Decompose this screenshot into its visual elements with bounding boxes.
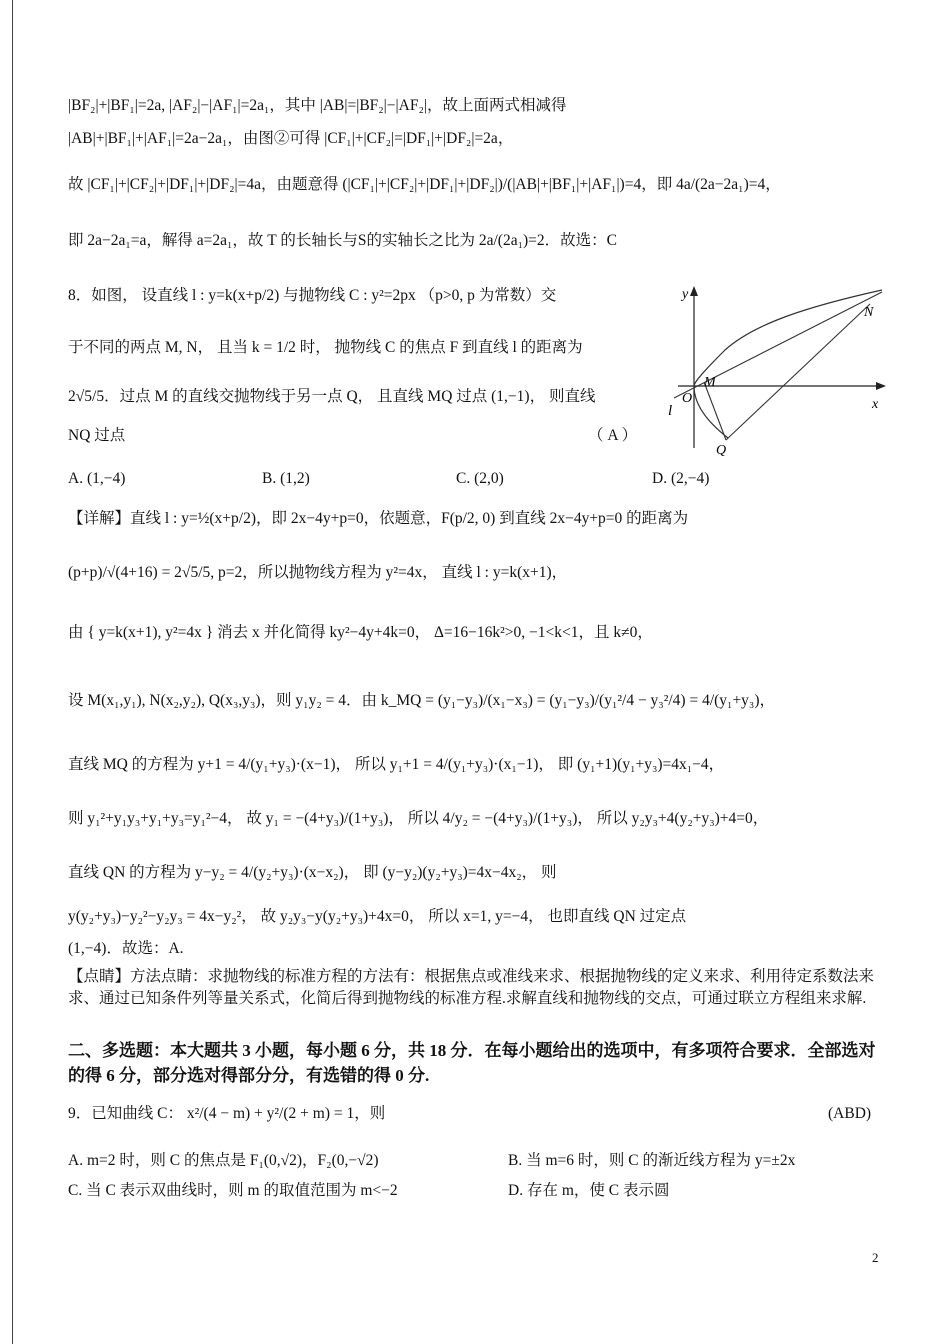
- text-line: 故 |CF₁|+|CF₂|+|DF₁|+|DF₂|=4a，由题意得 (|CF₁|+|CF₂|+|DF₁|+|DF₂|)/(|AB|+|BF₁|+|AF₁|)=4，即 4a/(2a−2a₁)=4，: [68, 176, 781, 193]
- origin-label: O: [682, 391, 693, 406]
- line-MQ: [704, 382, 726, 440]
- text-line: 【详解】直线 l : y=½(x+p/2)，即 2x−4y+p=0，依题意，F(p/2, 0) 到直线 2x−4y+p=0 的距离为: [68, 510, 689, 527]
- option-b: B. 当 m=6 时，则 C 的渐近线方程为 y=±2x: [508, 1152, 796, 1169]
- text-line: 即 2a−2a₁=a，解得 a=2a₁，故 T 的长轴长与S的实轴长之比为 2a/(2a₁)=2．故选：C: [68, 232, 617, 249]
- point-N-label: N: [864, 305, 874, 320]
- line-NQ: [726, 304, 870, 440]
- option-d: D. 存在 m，使 C 表示圆: [508, 1182, 670, 1199]
- text-line: 由 { y=k(x+1), y²=4x } 消去 x 并化简得 ky²−4y+4k=0， Δ=16−16k²>0, −1<k<1，且 k≠0，: [68, 624, 653, 641]
- x-axis-label: x: [872, 397, 879, 412]
- x-axis-arrow: [876, 382, 886, 390]
- answer-key: （ A ）: [588, 427, 638, 444]
- text-line: 直线 QN 的方程为 y−y₂ = 4/(y₂+y₃)·(x−x₂)， 即 (y−y₂)(y₂+y₃)=4x−4x₂， 则: [68, 864, 557, 881]
- y-axis-arrow: [690, 286, 698, 296]
- page-number: 2: [872, 1250, 879, 1265]
- text-line: 直线 MQ 的方程为 y+1 = 4/(y₁+y₃)·(x−1)， 所以 y₁+1 = 4/(y₁+y₃)·(x₁−1)， 即 (y₁+1)(y₁+y₃)=4x₁−4，: [68, 756, 725, 773]
- parabola-curve: [694, 290, 882, 438]
- line-l-label: l: [668, 403, 673, 419]
- text-line: 则 y₁²+y₁y₃+y₁+y₃=y₁²−4， 故 y₁ = −(4+y₃)/(1+y₃)， 所以 4/y₂ = −(4+y₃)/(1+y₃)， 所以 y₂y₃+4(y₂+y₃)+4=0，: [68, 810, 769, 827]
- text-line: |BF₂|+|BF₁|=2a, |AF₂|−|AF₁|=2a₁，其中 |AB|=|BF₂|−|AF₂|，故上面两式相减得: [68, 97, 567, 114]
- option-a: A. (1,−4): [68, 470, 126, 487]
- point-Q-label: Q: [716, 443, 727, 458]
- text-line: (p+p)/√(4+16) = 2√5/5, p=2，所以抛物线方程为 y²=4x， 直线 l : y=k(x+1)，: [68, 564, 568, 581]
- section-heading: 二、多选题：本大题共 3 小题，每小题 6 分，共 18 分．在每小题给出的选项中，有多项符合要求．全部选对的得 6 分，部分选对得部分分，有选错的得 0 分.: [68, 1041, 876, 1085]
- text-line: (1,−4)．故选：A.: [68, 940, 184, 957]
- text-line: y(y₂+y₃)−y₂²−y₂y₃ = 4x−y₂²， 故 y₂y₃−y(y₂+y₃)+4x=0， 所以 x=1, y=−4， 也即直线 QN 过定点: [68, 908, 687, 925]
- y-axis-label: y: [682, 287, 689, 302]
- text-line: |AB|+|BF₁|+|AF₁|=2a−2a₁，由图②可得 |CF₁|+|CF₂|=|DF₁|+|DF₂|=2a，: [68, 130, 514, 147]
- text-line: 设 M(x₁,y₁), N(x₂,y₂), Q(x₃,y₃)，则 y₁y₂ = 4．由 k_MQ = (y₁−y₃)/(x₁−x₃) = (y₁−y₃)/(y₁²/4 − y₃²/4) = 4/(y₁+y₃)，: [68, 692, 775, 709]
- question-text: 8．如图， 设直线 l : y=k(x+p/2) 与抛物线 C : y²=2px （p>0, p 为常数）交: [68, 287, 557, 304]
- option-c: C. 当 C 表示双曲线时，则 m 的取值范围为 m<−2: [68, 1182, 398, 1199]
- option-b: B. (1,2): [262, 470, 310, 487]
- point-M-label: M: [704, 375, 716, 390]
- question-text: NQ 过点: [68, 427, 126, 444]
- answer-key: (ABD): [828, 1105, 872, 1122]
- parabola-figure: [660, 278, 890, 458]
- method-note: 【点睛】方法点睛：求抛物线的标准方程的方法有：根据焦点或准线来求、根据抛物线的定义来求、利用待定系数法来求、通过已知条件列等量关系式，化简后得到抛物线的标准方程.求解直线和抛物线的交点，可通过联立方程组来求解.: [68, 968, 875, 1007]
- question-text: 于不同的两点 M, N， 且当 k = 1/2 时， 抛物线 C 的焦点 F 到直线 l 的距离为: [68, 339, 583, 356]
- question-text: 2√5/5．过点 M 的直线交抛物线于另一点 Q， 且直线 MQ 过点 (1,−1)， 则直线: [68, 388, 596, 405]
- option-c: C. (2,0): [456, 470, 504, 487]
- option-a: A. m=2 时，则 C 的焦点是 F₁(0,√2)，F₂(0,−√2): [68, 1152, 379, 1169]
- left-margin-rule: [12, 0, 13, 1344]
- option-d: D. (2,−4): [652, 470, 710, 487]
- question-text: 9．已知曲线 C： x²/(4 − m) + y²/(2 + m) = 1，则: [68, 1105, 386, 1122]
